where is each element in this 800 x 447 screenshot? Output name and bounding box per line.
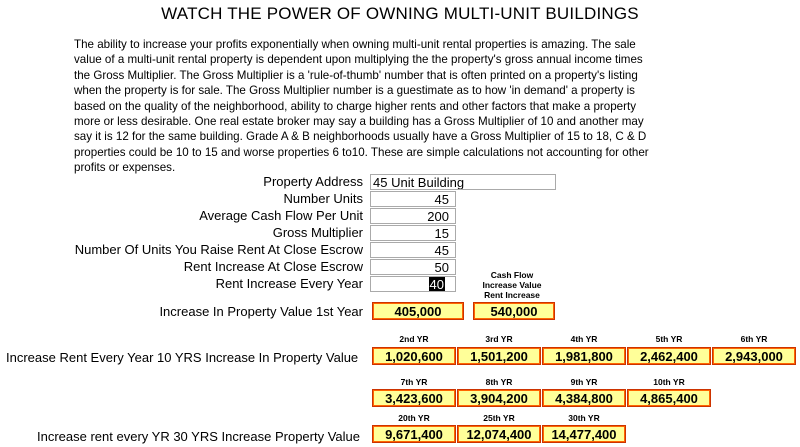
- year-header: 10th YR: [653, 377, 685, 387]
- year-header: 7th YR: [400, 377, 428, 387]
- property-address-label: Property Address: [263, 174, 363, 189]
- year-header: 20th YR: [398, 413, 430, 423]
- year-header: 2nd YR: [399, 334, 429, 344]
- paragraph-line: more or less desirable. One real estate broker may say a building has a Gross Multiplier of 10 and another may: [74, 115, 644, 129]
- units-raise-rent-field[interactable]: 45: [370, 242, 456, 258]
- paragraph-line: value of a multi-unit rental property is dependent upon multiplying the the property's gross annual income times: [74, 53, 643, 67]
- year-header: 3rd YR: [485, 334, 513, 344]
- first-year-value: 405,000: [372, 302, 464, 320]
- gross-multiplier-field[interactable]: 15: [370, 225, 456, 241]
- year-value: 4,384,800: [542, 389, 626, 407]
- avg-cash-flow-label: Average Cash Flow Per Unit: [199, 208, 363, 223]
- avg-cash-flow-field[interactable]: 200: [370, 208, 456, 224]
- units-raise-rent-label: Number Of Units You Raise Rent At Close Escrow: [74, 242, 363, 257]
- rent-increase-year-label: Rent Increase Every Year: [215, 276, 363, 291]
- year-value: 1,981,800: [542, 347, 626, 365]
- year-header: 8th YR: [485, 377, 513, 387]
- year-header: 9th YR: [570, 377, 598, 387]
- rent-increase-close-field[interactable]: 50: [370, 259, 456, 275]
- rent-increase-year-value: 40: [429, 277, 444, 292]
- year-header: 30th YR: [568, 413, 600, 423]
- rent-increase-year-field[interactable]: [370, 276, 456, 292]
- year-value: 9,671,400: [372, 425, 456, 443]
- paragraph-line: when the property is for sale. The Gross Multiplier number is a guestimate as to how 'in demand' a property is: [74, 84, 635, 98]
- cash-flow-header-line: Rent Increase: [484, 290, 540, 300]
- cash-flow-header: [470, 270, 554, 300]
- cash-flow-header-line: Cash Flow: [490, 270, 534, 280]
- intro-paragraph: [74, 37, 726, 176]
- year-value: 3,423,600: [372, 389, 456, 407]
- year-value: 1,501,200: [457, 347, 541, 365]
- paragraph-line: properties could be 10 to 15 and worse properties 6 to10. These are simple calculations not accounting for other: [74, 145, 649, 159]
- first-year-label: Increase In Property Value 1st Year: [159, 304, 363, 319]
- paragraph-line: based on the quality of the neighborhood, ability to charge higher rents and other factors that make a property: [74, 99, 637, 113]
- year-value: 3,904,200: [457, 389, 541, 407]
- number-units-label: Number Units: [283, 191, 363, 206]
- thirty-year-label: Increase rent every YR 30 YRS Increase Property Value: [37, 429, 361, 444]
- year-value: 4,865,400: [627, 389, 711, 407]
- year-header: 25th YR: [483, 413, 515, 423]
- year-value: 12,074,400: [457, 425, 541, 443]
- year-value: 2,943,000: [712, 347, 796, 365]
- ten-year-label: Increase Rent Every Year 10 YRS Increase In Property Value: [6, 350, 359, 365]
- paragraph-line: say it is 12 for the same building. Grade A & B neighborhoods usually have a Gross Multiplier of 15 to 18, C & D: [74, 130, 647, 144]
- number-units-field[interactable]: 45: [370, 191, 456, 207]
- property-address-field[interactable]: 45 Unit Building: [370, 174, 556, 190]
- year-header: 6th YR: [740, 334, 768, 344]
- gross-multiplier-label: Gross Multiplier: [272, 225, 363, 240]
- year-value: 2,462,400: [627, 347, 711, 365]
- year-value: 1,020,600: [372, 347, 456, 365]
- page-title: WATCH THE POWER OF OWNING MULTI-UNIT BUILDINGS: [161, 4, 639, 23]
- year-header: 5th YR: [655, 334, 683, 344]
- rent-increase-close-label: Rent Increase At Close Escrow: [183, 259, 363, 274]
- cash-flow-header-line: Increase Value: [482, 280, 542, 290]
- cash-flow-value: 540,000: [473, 302, 555, 320]
- paragraph-line: the Gross Multiplier. The Gross Multiplier is a 'rule-of-thumb' number that is often printed on a property's listing: [74, 68, 638, 82]
- year-value: 14,477,400: [542, 425, 626, 443]
- year-header: 4th YR: [570, 334, 598, 344]
- paragraph-line: profits or expenses.: [74, 161, 176, 175]
- paragraph-line: The ability to increase your profits exponentially when owning multi-unit rental properties is amazing. The sale: [74, 38, 636, 51]
